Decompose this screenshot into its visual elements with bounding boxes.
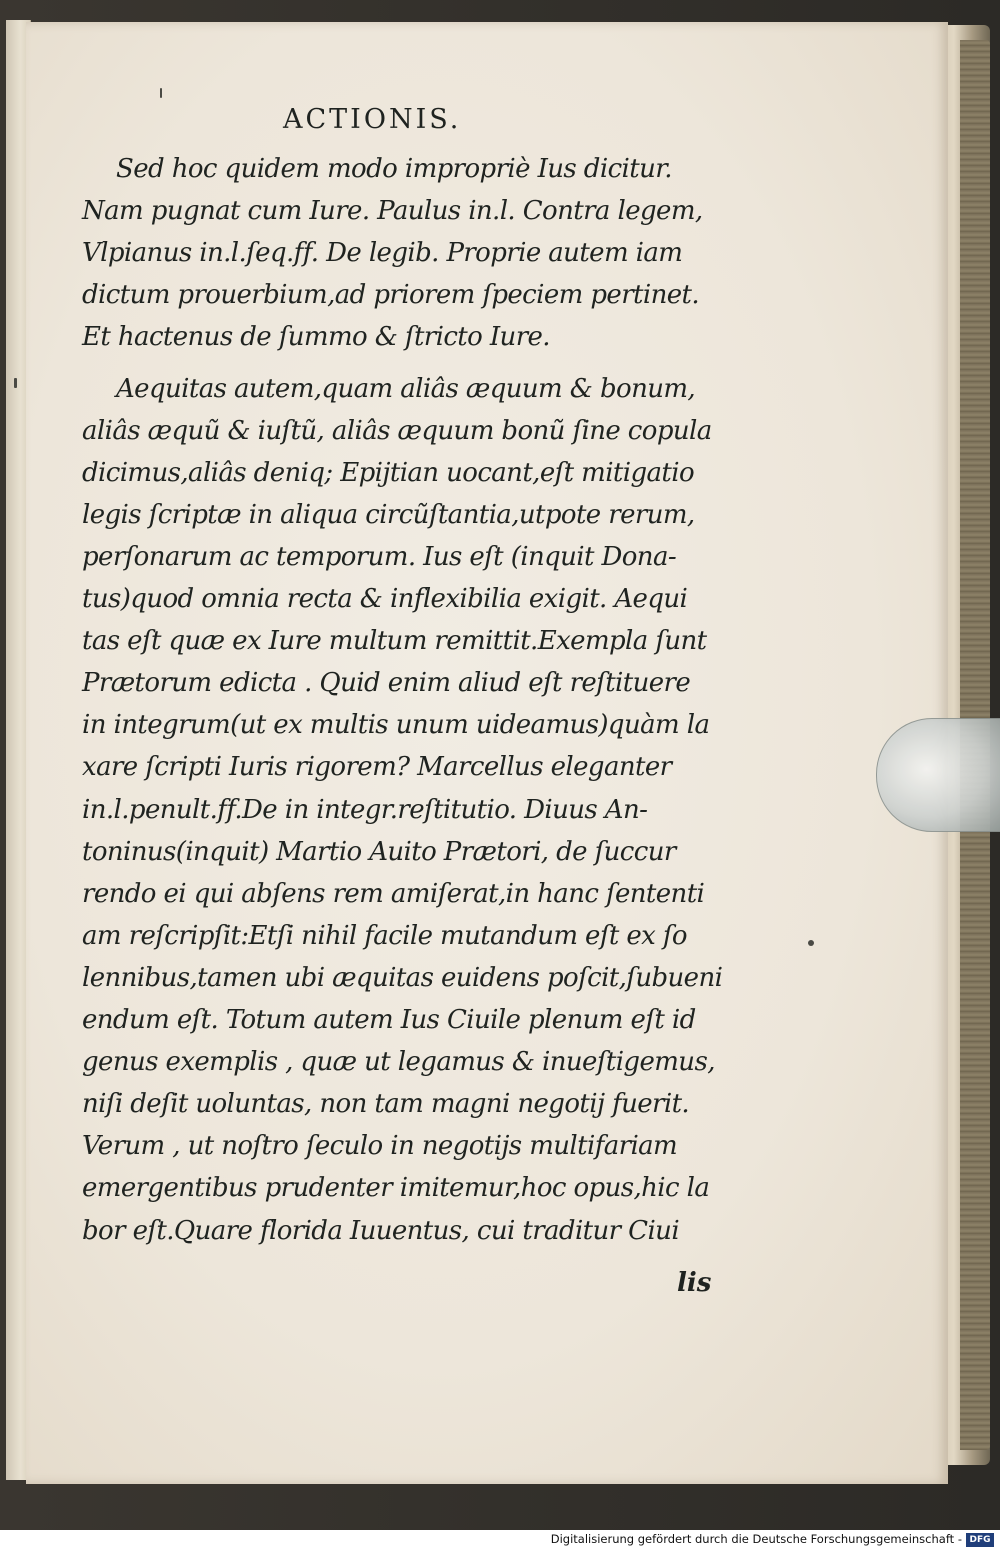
- text-line: endum eſt. Totum autem Ius Ciuile plenum eſt id: [82, 1005, 696, 1035]
- text-line: genus exemplis , quæ ut legamus & inueſtigemus,: [82, 1047, 715, 1078]
- text-line: xare ſcripti Iuris rigorem? Marcellus eleganter: [82, 752, 672, 783]
- text-line: am reſcripſit:Etſi nihil facile mutandum eſt ex ſo: [82, 920, 687, 951]
- text-line: dictum prouerbium,ad priorem ſpeciem pertinet.: [82, 280, 700, 311]
- text-line: Vlpianus in.l.ſeq.ff. De legib. Proprie autem iam: [82, 238, 683, 269]
- text-line: toninus(inquit) Martio Auito Prætori, de ſuccur: [82, 836, 676, 867]
- ink-speck: [160, 88, 162, 98]
- text-line: niſi deſit uoluntas, non tam magni negotij fuerit.: [82, 1089, 690, 1120]
- ink-speck: [808, 940, 814, 946]
- page-clip: [876, 718, 1000, 832]
- text-line: emergentibus prudenter imitemur,hoc opus,hic la: [82, 1173, 710, 1204]
- text-line: legis ſcriptæ in aliqua circũſtantia,utpote rerum,: [82, 499, 695, 530]
- text-line: tus)quod omnia recta & inflexibilia exigit. Aequi: [82, 584, 688, 614]
- text-line: Et hactenus de ſummo & ſtricto Iure.: [82, 322, 550, 353]
- text-line: dicimus,aliâs deniq; Epijtian uocant,eſt mitigatio: [82, 457, 695, 488]
- text-line: Nam pugnat cum Iure. Paulus in.l. Contra legem,: [82, 196, 703, 227]
- text-line: Verum , ut noſtro ſeculo in negotijs multifariam: [82, 1131, 678, 1162]
- text-line: bor eſt.Quare florida Iuuentus, cui traditur Ciui: [82, 1215, 680, 1246]
- text-line: in integrum(ut ex multis unum uideamus)quàm la: [82, 710, 710, 741]
- dfg-logo: DFG: [966, 1533, 994, 1547]
- text-line: rendo ei qui abſens rem amiſerat,in hanc ſententi: [82, 878, 705, 909]
- text-line: tas eſt quæ ex Iure multum remittit.Exempla ſunt: [82, 626, 707, 657]
- ink-speck: [14, 378, 17, 388]
- text-line: Aequitas autem,quam aliâs æquum & bonum,: [116, 373, 696, 404]
- text-line: perſonarum ac temporum. Ius eſt (inquit Dona-: [82, 541, 677, 572]
- footer-credit: Digitalisierung gefördert durch die Deutsche Forschungsgemeinschaft -: [550, 1532, 962, 1546]
- text-line: in.l.penult.ff.De in integr.reſtitutio. Diuus An-: [82, 794, 648, 825]
- catchword: lis: [677, 1268, 712, 1298]
- text-line: lennibus,tamen ubi æquitas euidens poſcit,ſubueni: [82, 962, 723, 993]
- running-head: ACTIONIS.: [283, 104, 462, 135]
- text-line: aliâs æquũ & iuſtũ, aliâs æquum bonũ ſine copula: [82, 415, 712, 446]
- text-line: Sed hoc quidem modo impropriè Ius dicitur.: [116, 154, 672, 184]
- text-line: Prætorum edicta . Quid enim aliud eſt reſtituere: [82, 668, 691, 699]
